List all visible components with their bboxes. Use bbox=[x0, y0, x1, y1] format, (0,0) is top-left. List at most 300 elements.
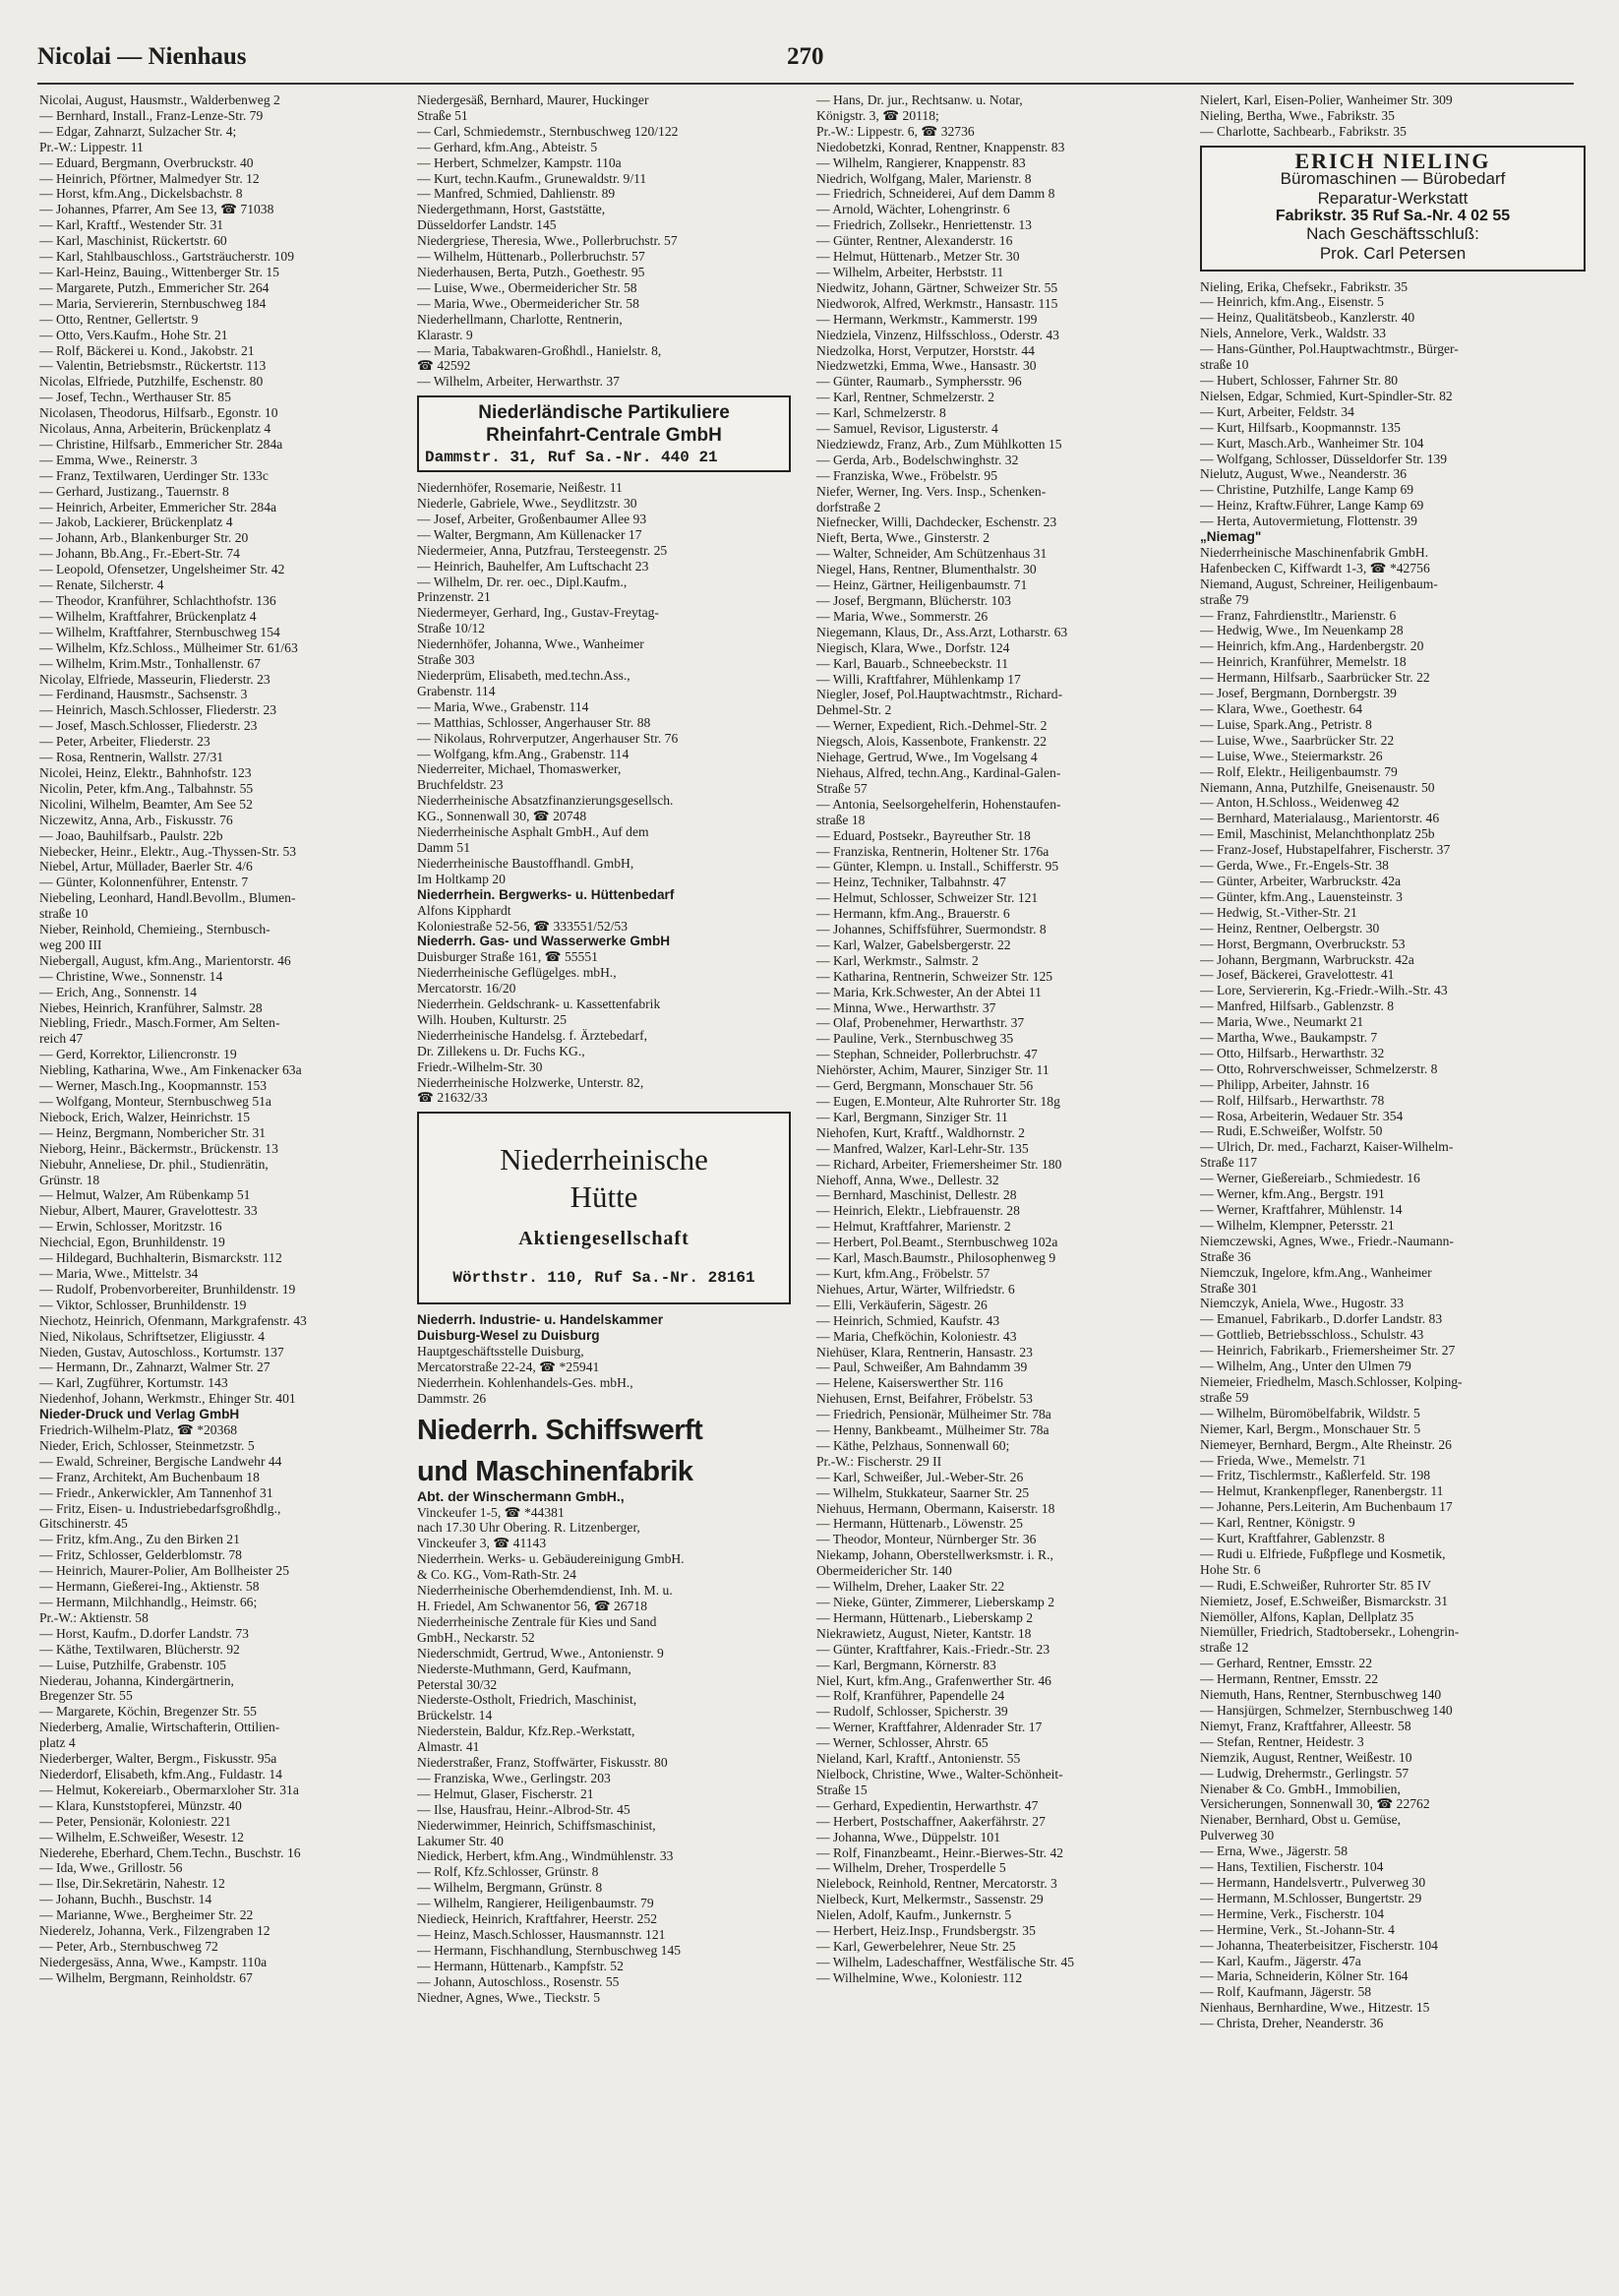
directory-entry: — Franziska, Wwe., Gerlingstr. 203 bbox=[417, 1770, 611, 1785]
directory-entry: — Karl, Bauarb., Schneebeckstr. 11 bbox=[816, 655, 1009, 671]
directory-entry: Pulverweg 30 bbox=[1200, 1828, 1275, 1843]
directory-entry: Niederrheinische Absatzfinanzierungsgesellsch. bbox=[417, 793, 674, 809]
directory-entry: — Ilse, Hausfrau, Heinr.-Albrod-Str. 45 bbox=[417, 1801, 630, 1817]
directory-entry: — Klara, Wwe., Goethestr. 64 bbox=[1200, 701, 1363, 716]
directory-entry: Dammstr. 26 bbox=[417, 1390, 487, 1406]
directory-entry: — Fritz, kfm.Ang., Zu den Birken 21 bbox=[39, 1532, 240, 1547]
directory-entry: GmbH., Neckarstr. 52 bbox=[417, 1629, 535, 1645]
directory-entry: Niederwimmer, Heinrich, Schiffsmaschinist, bbox=[417, 1817, 656, 1833]
directory-entry: — Karl, Stahlbauschloss., Gartsträucherstr. 109 bbox=[39, 249, 294, 265]
directory-entry: — Ulrich, Dr. med., Facharzt, Kaiser-Wilhelm- bbox=[1200, 1139, 1454, 1155]
directory-entry: Niedieck, Heinrich, Kraftfahrer, Heerstr. 252 bbox=[417, 1911, 658, 1927]
directory-entry: — Wolfgang, kfm.Ang., Grabenstr. 114 bbox=[417, 746, 630, 761]
directory-entry: — Hermine, Verk., Fischerstr. 104 bbox=[1200, 1905, 1385, 1921]
ad-nieling-line5: Nach Geschäftsschluß: bbox=[1306, 223, 1479, 243]
directory-entry: Lakumer Str. 40 bbox=[417, 1833, 504, 1848]
directory-entry: Niczewitz, Anna, Arb., Fiskusstr. 76 bbox=[39, 812, 233, 827]
directory-entry: — Jakob, Lackierer, Brückenplatz 4 bbox=[39, 514, 233, 530]
directory-entry: Niederrheinische Oberhemdendienst, Inh. M. u. bbox=[417, 1583, 673, 1599]
directory-entry: — Kurt, Masch.Arb., Wanheimer Str. 104 bbox=[1200, 435, 1424, 451]
directory-entry: — Heinrich, Bauhelfer, Am Luftschacht 23 bbox=[417, 558, 649, 574]
directory-entry: — Werner, Expedient, Rich.-Dehmel-Str. 2 bbox=[816, 718, 1048, 734]
directory-entry: Niederrhein. Geldschrank- u. Kassettenfabrik bbox=[417, 997, 661, 1012]
directory-entry: — Gerd, Bergmann, Monschauer Str. 56 bbox=[816, 1078, 1034, 1094]
directory-entry: — Günter, Raumarb., Symphersstr. 96 bbox=[816, 374, 1022, 390]
directory-entry: Niehaus, Alfred, techn.Ang., Kardinal-Galen- bbox=[816, 764, 1061, 780]
directory-entry: — Friedr., Ankerwickler, Am Tannenhof 31 bbox=[39, 1484, 273, 1500]
directory-entry: Almastr. 41 bbox=[417, 1739, 480, 1755]
directory-entry: — Helmut, Schlosser, Schweizer Str. 121 bbox=[816, 890, 1039, 906]
directory-entry: Nieber, Reinhold, Chemieing., Sternbusch- bbox=[39, 922, 270, 937]
directory-entry: Niedermeier, Anna, Putzfrau, Tersteegenstr. 25 bbox=[417, 542, 668, 558]
directory-entry: Nieborg, Heinr., Bäckermstr., Brückenstr. 13 bbox=[39, 1140, 278, 1156]
directory-entry: — Johann, Arb., Blankenburger Str. 20 bbox=[39, 530, 249, 546]
directory-entry: — Martha, Wwe., Baukampstr. 7 bbox=[1200, 1030, 1378, 1046]
directory-entry: Königstr. 3, ☎ 20118; bbox=[816, 107, 939, 123]
directory-entry: — Werner, Kraftfahrer, Aldenrader Str. 17 bbox=[816, 1720, 1043, 1735]
directory-entry: Nicolai, August, Hausmstr., Walderbenweg 2 bbox=[39, 92, 280, 107]
directory-entry: — Theodor, Monteur, Nürnberger Str. 36 bbox=[816, 1532, 1037, 1547]
directory-entry: Niekrawietz, August, Nieter, Kantstr. 18 bbox=[816, 1625, 1032, 1641]
directory-entry: — Frieda, Wwe., Memelstr. 71 bbox=[1200, 1452, 1366, 1468]
directory-entry: Düsseldorfer Landstr. 145 bbox=[417, 217, 557, 233]
directory-entry: — Heinrich, kfm.Ang., Eisenstr. 5 bbox=[1200, 294, 1384, 310]
directory-entry: straße 10 bbox=[1200, 357, 1249, 373]
directory-entry: Dr. Zillekens u. Dr. Fuchs KG., bbox=[417, 1043, 585, 1058]
directory-entry: Niemeyer, Bernhard, Bergm., Alte Rheinstr. 26 bbox=[1200, 1436, 1452, 1452]
directory-entry: Nicolini, Wilhelm, Beamter, Am See 52 bbox=[39, 796, 253, 812]
directory-entry: Niederrh. Gas- und Wasserwerke GmbH bbox=[417, 934, 671, 949]
directory-entry: — Rolf, Kaufmann, Jägerstr. 58 bbox=[1200, 1984, 1372, 2000]
directory-entry: Niebeling, Leonhard, Handl.Bevollm., Blumen- bbox=[39, 890, 296, 906]
directory-entry: Niemzik, August, Rentner, Weißestr. 10 bbox=[1200, 1749, 1412, 1765]
directory-entry: — Heinz, Qualitätsbeob., Kanzlerstr. 40 bbox=[1200, 310, 1415, 326]
directory-entry: — Wilhelm, Rangierer, Heiligenbaumstr. 79 bbox=[417, 1896, 654, 1911]
entries-col2-c bbox=[417, 1312, 791, 1406]
directory-entry: Straße 51 bbox=[417, 107, 468, 123]
directory-entry: — Josef, Masch.Schlosser, Fliederstr. 23 bbox=[39, 718, 258, 734]
directory-entry: — Maria, Krk.Schwester, An der Abtei 11 bbox=[816, 984, 1042, 999]
directory-entry: — Peter, Pensionär, Koloniestr. 221 bbox=[39, 1813, 231, 1829]
directory-entry: — Gerhard, Expedientin, Herwarthstr. 47 bbox=[816, 1797, 1039, 1813]
directory-entry: — Günter, Kraftfahrer, Kais.-Friedr.-Str. 23 bbox=[816, 1641, 1050, 1657]
ad-schiffswerft-line2: und Maschinenfabrik bbox=[417, 1455, 693, 1487]
directory-entry: — Johanna, Wwe., Düppelstr. 101 bbox=[816, 1829, 1001, 1844]
directory-entry: — Samuel, Revisor, Ligusterstr. 4 bbox=[816, 421, 998, 437]
directory-entry: — Herbert, Pol.Beamt., Sternbuschweg 102a bbox=[816, 1235, 1058, 1250]
directory-entry: — Wolfgang, Schlosser, Düsseldorfer Str. 139 bbox=[1200, 451, 1448, 466]
directory-entry: Vinckeufer 3, ☎ 41143 bbox=[417, 1536, 547, 1551]
directory-entry: — Fritz, Eisen- u. Industriebedarfsgroßhdlg., bbox=[39, 1500, 281, 1516]
directory-entry: — Kurt, Hilfsarb., Koopmannstr. 135 bbox=[1200, 419, 1401, 435]
directory-entry: Bruchfeldstr. 23 bbox=[417, 777, 504, 793]
directory-entry: — Antonia, Seelsorgehelferin, Hohenstaufen- bbox=[816, 796, 1061, 812]
directory-entry: — Walter, Bergmann, Am Küllenacker 17 bbox=[417, 526, 642, 542]
directory-entry: — Johannes, Schiffsführer, Suermondstr. 8 bbox=[816, 922, 1047, 937]
directory-entry: — Charlotte, Sachbearb., Fabrikstr. 35 bbox=[1200, 123, 1407, 139]
directory-entry: — Otto, Hilfsarb., Herwarthstr. 32 bbox=[1200, 1045, 1385, 1060]
directory-entry: — Gerda, Arb., Bodelschwinghstr. 32 bbox=[816, 452, 1019, 467]
directory-entry: — Willi, Kraftfahrer, Mühlenkamp 17 bbox=[816, 671, 1021, 687]
directory-entry: — Wilhelm, Rangierer, Knappenstr. 83 bbox=[816, 154, 1026, 170]
directory-entry: — Karl, Bergmann, Körnerstr. 83 bbox=[816, 1657, 996, 1672]
directory-entry: — Helmut, Kraftfahrer, Marienstr. 2 bbox=[816, 1219, 1011, 1235]
directory-entry: Hohe Str. 6 bbox=[1200, 1561, 1261, 1577]
directory-entry: ☎ 21632/33 bbox=[417, 1090, 488, 1106]
directory-entry: Niehuus, Hermann, Obermann, Kaiserstr. 18 bbox=[816, 1500, 1055, 1516]
directory-entry: Nicolasen, Theodorus, Hilfsarb., Egonstr. 10 bbox=[39, 405, 278, 421]
directory-entry: — Hans, Dr. jur., Rechtsanw. u. Notar, bbox=[816, 92, 1023, 107]
directory-entry: — Olaf, Probenehmer, Herwarthstr. 37 bbox=[816, 1015, 1025, 1031]
directory-entry: KG., Sonnenwall 30, ☎ 20748 bbox=[417, 809, 587, 824]
directory-entry: Niemer, Karl, Bergm., Monschauer Str. 5 bbox=[1200, 1420, 1421, 1436]
directory-entry: Niemeier, Friedhelm, Masch.Schlosser, Kolping- bbox=[1200, 1373, 1463, 1389]
directory-entry: — Wilhelm, Ang., Unter den Ulmen 79 bbox=[1200, 1359, 1411, 1374]
ad-partikuliere-line1: Niederländische Partikuliere bbox=[478, 402, 730, 424]
directory-entry: — Kurt, kfm.Ang., Fröbelstr. 57 bbox=[816, 1265, 990, 1281]
directory-entry: — Fritz, Tischlermstr., Kaßlerfeld. Str. 198 bbox=[1200, 1468, 1431, 1483]
directory-entry: — Christine, Wwe., Sonnenstr. 14 bbox=[39, 968, 223, 984]
directory-entry: — Helene, Kaiserswerther Str. 116 bbox=[816, 1375, 1003, 1391]
directory-entry: — Hedwig, Wwe., Im Neuenkamp 28 bbox=[1200, 623, 1404, 638]
directory-entry: — Kurt, techn.Kaufm., Grunewaldstr. 9/11 bbox=[417, 170, 647, 186]
directory-entry: Niederrheinische Maschinenfabrik GmbH. bbox=[1200, 544, 1429, 560]
directory-entry: Pr.-W.: Fischerstr. 29 II bbox=[816, 1453, 942, 1469]
directory-entry: — Otto, Vers.Kaufm., Hohe Str. 21 bbox=[39, 327, 228, 342]
directory-entry: — Henny, Bankbeamt., Mülheimer Str. 78a bbox=[816, 1422, 1049, 1438]
entries-col4-a bbox=[1200, 92, 1586, 140]
directory-entry: — Hermann, Hüttenarb., Löwenstr. 25 bbox=[816, 1516, 1023, 1532]
directory-entry: Hauptgeschäftsstelle Duisburg, bbox=[417, 1344, 584, 1359]
directory-entry: — Heinrich, Elektr., Liebfrauenstr. 28 bbox=[816, 1203, 1020, 1219]
directory-entry: — Wilhelm, Ladeschaffner, Westfälische Str. 45 bbox=[816, 1954, 1075, 1969]
directory-entry: — Rolf, Elektr., Heiligenbaumstr. 79 bbox=[1200, 763, 1398, 779]
directory-entry: Straße 301 bbox=[1200, 1280, 1258, 1296]
directory-entry: — Wilhelm, Dreher, Trosperdelle 5 bbox=[816, 1860, 1006, 1876]
directory-entry: Niedick, Herbert, kfm.Ang., Windmühlenstr. 33 bbox=[417, 1848, 674, 1864]
directory-entry: — Fritz, Schlosser, Gelderblomstr. 78 bbox=[39, 1547, 242, 1563]
directory-entry: — Johannes, Pfarrer, Am See 13, ☎ 71038 bbox=[39, 202, 274, 217]
directory-entry: — Manfred, Hilfsarb., Gablenzstr. 8 bbox=[1200, 998, 1395, 1014]
directory-entry: straße 18 bbox=[816, 812, 866, 827]
directory-entry: — Heinrich, Kranführer, Memelstr. 18 bbox=[1200, 654, 1407, 670]
directory-entry: — Otto, Rohrverschweisser, Schmelzerstr. 8 bbox=[1200, 1060, 1438, 1076]
directory-entry: Bregenzer Str. 55 bbox=[39, 1688, 133, 1704]
directory-entry: — Johanna, Theaterbeisitzer, Fischerstr. 104 bbox=[1200, 1937, 1438, 1953]
directory-entry: — Rudi u. Elfriede, Fußpflege und Kosmetik, bbox=[1200, 1545, 1446, 1561]
directory-entry: — Philipp, Arbeiter, Jahnstr. 16 bbox=[1200, 1076, 1370, 1092]
directory-entry: — Herbert, Schmelzer, Kampstr. 110a bbox=[417, 154, 622, 170]
ad-nieling-line3: Reparatur-Werkstatt bbox=[1317, 188, 1469, 208]
directory-entry: Niedziela, Vinzenz, Hilfsschloss., Oderstr. 43 bbox=[816, 327, 1059, 342]
directory-entry: Niedobetzki, Konrad, Rentner, Knappenstr. 83 bbox=[816, 139, 1065, 154]
header-rule bbox=[37, 83, 1574, 85]
directory-entry: Niederberger, Walter, Bergm., Fiskusstr. 95a bbox=[39, 1751, 277, 1767]
directory-entry: — Maria, Schneiderin, Kölner Str. 164 bbox=[1200, 1968, 1409, 1984]
directory-entry: Obermeidericher Str. 140 bbox=[816, 1563, 952, 1579]
directory-entry: — Heinrich, Fabrikarb., Friemersheimer Str. 27 bbox=[1200, 1343, 1456, 1359]
directory-entry: — Heinrich, Schmied, Kaufstr. 43 bbox=[816, 1312, 1000, 1328]
directory-entry: Straße 117 bbox=[1200, 1155, 1258, 1171]
directory-entry: Niel, Kurt, kfm.Ang., Grafenwerther Str. 46 bbox=[816, 1672, 1051, 1688]
directory-entry: — Manfred, Walzer, Karl-Lehr-Str. 135 bbox=[816, 1140, 1029, 1156]
directory-entry: Versicherungen, Sonnenwall 30, ☎ 22762 bbox=[1200, 1796, 1430, 1812]
directory-entry: — Werner, kfm.Ang., Bergstr. 191 bbox=[1200, 1186, 1385, 1202]
directory-entry: — Heinz, Rentner, Oelbergstr. 30 bbox=[1200, 920, 1380, 936]
directory-entry: Nienaber, Bernhard, Obst u. Gemüse, bbox=[1200, 1812, 1402, 1828]
directory-entry: — Maria, Wwe., Neumarkt 21 bbox=[1200, 1014, 1364, 1030]
directory-entry: Niebuhr, Anneliese, Dr. phil., Studienrätin, bbox=[39, 1156, 269, 1172]
directory-entry: Niederdorf, Elisabeth, kfm.Ang., Fuldastr. 14 bbox=[39, 1766, 282, 1782]
directory-entry: Niedner, Agnes, Wwe., Tieckstr. 5 bbox=[417, 1989, 601, 2005]
directory-entry: — Eduard, Bergmann, Overbruckstr. 40 bbox=[39, 154, 254, 170]
directory-entry: — Werner, Kraftfahrer, Mühlenstr. 14 bbox=[1200, 1202, 1403, 1217]
directory-entry: Nieder-Druck und Verlag GmbH bbox=[39, 1407, 240, 1422]
entries-col1 bbox=[39, 92, 401, 1986]
directory-entry: — Luise, Wwe., Obermeidericher Str. 58 bbox=[417, 279, 637, 295]
directory-entry: — Luise, Wwe., Steiermarkstr. 26 bbox=[1200, 748, 1383, 763]
directory-entry: — Wolfgang, Monteur, Sternbuschweg 51a bbox=[39, 1094, 271, 1109]
directory-entry: Nielbock, Christine, Wwe., Walter-Schönheit- bbox=[816, 1766, 1063, 1782]
directory-entry: Niehofen, Kurt, Kraftf., Waldhornstr. 2 bbox=[816, 1124, 1025, 1140]
directory-entry: — Wilhelm, Kfz.Schloss., Mülheimer Str. 61/63 bbox=[39, 639, 298, 655]
column-4 bbox=[1200, 92, 1586, 2286]
directory-entry: — Hermann, Gießerei-Ing., Aktienstr. 58 bbox=[39, 1579, 260, 1595]
directory-entry: — Wilhelm, Arbeiter, Herwarthstr. 37 bbox=[417, 374, 620, 390]
directory-entry: — Josef, Techn., Werthauser Str. 85 bbox=[39, 390, 231, 405]
directory-entry: Straße 303 bbox=[417, 652, 475, 668]
directory-entry: Nicolin, Peter, kfm.Ang., Talbahnstr. 55 bbox=[39, 780, 254, 796]
directory-entry: — Johann, Bergmann, Warbruckstr. 42a bbox=[1200, 951, 1414, 967]
directory-entry: — Helmut, Glaser, Fischerstr. 21 bbox=[417, 1785, 594, 1801]
directory-entry: Klarastr. 9 bbox=[417, 327, 473, 342]
directory-entry: Niebling, Katharina, Wwe., Am Finkenacker 63a bbox=[39, 1062, 302, 1078]
directory-entry: — Emil, Maschinist, Melanchthonplatz 25b bbox=[1200, 826, 1435, 842]
directory-entry: straße 79 bbox=[1200, 591, 1249, 607]
directory-entry: Grabenstr. 114 bbox=[417, 683, 496, 698]
directory-entry: — Klara, Kunststopferei, Münzstr. 40 bbox=[39, 1797, 242, 1813]
directory-entry: Alfons Kipphardt bbox=[417, 902, 511, 918]
directory-entry: — Luise, Wwe., Saarbrücker Str. 22 bbox=[1200, 732, 1395, 748]
directory-entry: — Margarete, Köchin, Bregenzer Str. 55 bbox=[39, 1704, 257, 1720]
directory-entry: — Heinz, Kraftw.Führer, Lange Kamp 69 bbox=[1200, 498, 1424, 514]
directory-entry: Niemann, Anna, Putzhilfe, Gneisenaustr. 50 bbox=[1200, 779, 1435, 795]
directory-entry: Nielebock, Reinhold, Rentner, Mercatorstr. 3 bbox=[816, 1876, 1057, 1892]
directory-entry: Niehoff, Anna, Wwe., Dellestr. 32 bbox=[816, 1172, 999, 1187]
directory-entry: — Theodor, Kranführer, Schlachthofstr. 136 bbox=[39, 593, 276, 608]
ad-schiffswerft-line3: Abt. der Winschermann GmbH., bbox=[417, 1487, 625, 1504]
directory-entry: — Valentin, Betriebsmstr., Rückertstr. 113 bbox=[39, 358, 267, 374]
directory-entry: Nicolas, Elfriede, Putzhilfe, Eschenstr. 80 bbox=[39, 374, 264, 390]
directory-entry: — Emma, Wwe., Reinerstr. 3 bbox=[39, 452, 198, 467]
directory-entry: — Heinrich, Masch.Schlosser, Fliederstr. 23 bbox=[39, 702, 277, 718]
directory-entry: Niedergesäß, Bernhard, Maurer, Huckinger bbox=[417, 92, 649, 107]
directory-entry: — Renate, Silcherstr. 4 bbox=[39, 577, 164, 593]
directory-entry: — Helmut, Walzer, Am Rübenkamp 51 bbox=[39, 1187, 251, 1203]
directory-entry: — Kurt, Arbeiter, Feldstr. 34 bbox=[1200, 403, 1354, 419]
directory-entry: — Wilhelm, Hüttenarb., Pollerbruchstr. 57 bbox=[417, 249, 645, 265]
directory-entry: — Karl, Rentner, Königstr. 9 bbox=[1200, 1515, 1355, 1531]
directory-entry: — Manfred, Schmied, Dahlienstr. 89 bbox=[417, 186, 616, 202]
directory-entry: Niederprüm, Elisabeth, med.techn.Ass., bbox=[417, 668, 630, 683]
directory-entry: — Friedrich, Pensionär, Mülheimer Str. 78a bbox=[816, 1407, 1051, 1422]
directory-entry: Grünstr. 18 bbox=[39, 1172, 100, 1187]
directory-entry: Niedrich, Wolfgang, Maler, Marienstr. 8 bbox=[816, 170, 1032, 186]
directory-entry: Nienaber & Co. GmbH., Immobilien, bbox=[1200, 1781, 1401, 1796]
directory-entry: — Karl, Rentner, Schmelzerstr. 2 bbox=[816, 390, 995, 405]
directory-entry: — Günter, Klempn. u. Install., Schifferstr. 95 bbox=[816, 859, 1059, 875]
directory-entry: — Walter, Schneider, Am Schützenhaus 31 bbox=[816, 546, 1048, 562]
directory-entry: — Ida, Wwe., Grillostr. 56 bbox=[39, 1860, 183, 1876]
directory-entry: — Helmut, Kokereiarb., Obermarxloher Str. 31a bbox=[39, 1782, 299, 1797]
directory-entry: — Franz, Architekt, Am Buchenbaum 18 bbox=[39, 1469, 260, 1484]
directory-entry: Niederehe, Eberhard, Chem.Techn., Buschstr. 16 bbox=[39, 1844, 301, 1860]
directory-entry: — Johann, Buchh., Buschstr. 14 bbox=[39, 1892, 212, 1907]
ad-huette-line2: Hütte bbox=[570, 1179, 638, 1215]
directory-entry: — Maria, Wwe., Sommerstr. 26 bbox=[816, 608, 989, 624]
directory-entry: — Marianne, Wwe., Bergheimer Str. 22 bbox=[39, 1907, 254, 1923]
directory-entry: Straße 10/12 bbox=[417, 621, 486, 636]
directory-entry: Niederstein, Baldur, Kfz.Rep.-Werkstatt, bbox=[417, 1723, 635, 1739]
directory-entry: — Karl, Schweißer, Jul.-Weber-Str. 26 bbox=[816, 1469, 1024, 1484]
directory-entry: — Bernhard, Maschinist, Dellestr. 28 bbox=[816, 1187, 1017, 1203]
directory-entry: — Heinrich, Pförtner, Malmedyer Str. 12 bbox=[39, 170, 260, 186]
directory-entry: Damm 51 bbox=[417, 839, 470, 855]
directory-entry: — Werner, Masch.Ing., Koopmannstr. 153 bbox=[39, 1078, 268, 1094]
directory-entry: „Niemag" bbox=[1200, 529, 1262, 545]
directory-entry: Niemuth, Hans, Rentner, Sternbuschweg 140 bbox=[1200, 1687, 1442, 1703]
directory-entry: Niemand, August, Schreiner, Heiligenbaum- bbox=[1200, 575, 1438, 591]
directory-entry: — Matthias, Schlosser, Angerhauser Str. 88 bbox=[417, 714, 651, 730]
directory-entry: — Ilse, Dir.Sekretärin, Nahestr. 12 bbox=[39, 1876, 225, 1892]
ad-schiffswerft bbox=[417, 1413, 791, 1505]
directory-entry: — Karl, Gewerbelehrer, Neue Str. 25 bbox=[816, 1938, 1016, 1954]
directory-entry: Pr.-W.: Aktienstr. 58 bbox=[39, 1609, 149, 1625]
directory-entry: — Heinz, Bergmann, Nombericher Str. 31 bbox=[39, 1124, 267, 1140]
directory-entry: — Arnold, Wächter, Lohengrinstr. 6 bbox=[816, 202, 1010, 217]
directory-entry: — Herta, Autovermietung, Flottenstr. 39 bbox=[1200, 514, 1417, 529]
directory-entry: Niedzwetzki, Emma, Wwe., Hansastr. 30 bbox=[816, 358, 1037, 374]
directory-entry: Niegsch, Alois, Kassenbote, Frankenstr. 22 bbox=[816, 734, 1048, 750]
directory-entry: — Rudolf, Schlosser, Spicherstr. 39 bbox=[816, 1704, 1008, 1720]
directory-entry: — Hansjürgen, Schmelzer, Sternbuschweg 140 bbox=[1200, 1703, 1453, 1718]
directory-entry: — Rudolf, Probenvorbereiter, Brunhildenstr. 19 bbox=[39, 1281, 296, 1297]
directory-entry: — Erna, Wwe., Jägerstr. 58 bbox=[1200, 1843, 1348, 1859]
directory-entry: — Leopold, Ofensetzer, Ungelsheimer Str. 42 bbox=[39, 562, 285, 577]
directory-entry: Nieling, Erika, Chefsekr., Fabrikstr. 35 bbox=[1200, 278, 1409, 294]
directory-entry: Niebling, Friedr., Masch.Former, Am Selten- bbox=[39, 1015, 280, 1031]
directory-entry: Niederste-Muthmann, Gerd, Kaufmann, bbox=[417, 1661, 631, 1676]
directory-entry: — Stephan, Schneider, Pollerbruchstr. 47 bbox=[816, 1047, 1038, 1062]
directory-entry: Nieden, Gustav, Autoschloss., Kortumstr. 137 bbox=[39, 1344, 284, 1359]
directory-entry: Niederrheinische Baustoffhandl. GmbH, bbox=[417, 855, 634, 871]
ad-nieling-line1: ERICH NIELING bbox=[1294, 148, 1491, 173]
directory-entry: — Helmut, Krankenpfleger, Ranenbergstr. 11 bbox=[1200, 1483, 1444, 1499]
directory-entry: — Maria, Chefköchin, Koloniestr. 43 bbox=[816, 1328, 1017, 1344]
directory-entry: Niederrheinische Geflügelges. mbH., bbox=[417, 965, 617, 981]
directory-entry: — Josef, Bergmann, Dornbergstr. 39 bbox=[1200, 686, 1397, 701]
directory-entry: Niederau, Johanna, Kindergärtnerin, bbox=[39, 1672, 234, 1688]
directory-entry: Niederrhein. Bergwerks- u. Hüttenbedarf bbox=[417, 886, 675, 902]
directory-entry: — Maria, Serviererin, Sternbuschweg 184 bbox=[39, 295, 267, 311]
directory-entry: — Hermann, M.Schlosser, Bungertstr. 29 bbox=[1200, 1890, 1422, 1905]
directory-entry: — Wilhelmine, Wwe., Koloniestr. 112 bbox=[816, 1969, 1023, 1985]
directory-entry: Duisburger Straße 161, ☎ 55551 bbox=[417, 949, 598, 965]
directory-entry: — Elli, Verkäuferin, Sägestr. 26 bbox=[816, 1297, 988, 1312]
directory-entry: — Hermann, Rentner, Emsstr. 22 bbox=[1200, 1671, 1379, 1687]
directory-entry: — Hermann, Hüttenarb., Kampfstr. 52 bbox=[417, 1958, 624, 1973]
directory-entry: Nieland, Karl, Kraftf., Antonienstr. 55 bbox=[816, 1751, 1021, 1767]
directory-entry: Friedrich-Wilhelm-Platz, ☎ *20368 bbox=[39, 1422, 237, 1438]
directory-entry: — Friedrich, Schneiderei, Auf dem Damm 8 bbox=[816, 186, 1055, 202]
directory-entry: Niedernhöfer, Johanna, Wwe., Wanheimer bbox=[417, 636, 644, 652]
directory-entry: — Hubert, Schlosser, Fahrner Str. 80 bbox=[1200, 372, 1399, 388]
directory-entry: Niederrheinische Asphalt GmbH., Auf dem bbox=[417, 824, 649, 840]
directory-entry: Nienhaus, Bernhardine, Wwe., Hitzestr. 15 bbox=[1200, 2000, 1430, 2016]
directory-entry: straße 59 bbox=[1200, 1389, 1249, 1405]
directory-entry: — Eduard, Postsekr., Bayreuther Str. 18 bbox=[816, 827, 1031, 843]
directory-entry: Straße 57 bbox=[816, 780, 868, 796]
directory-entry: — Günter, kfm.Ang., Lauensteinstr. 3 bbox=[1200, 888, 1403, 904]
directory-entry: — Rosa, Arbeiterin, Wedauer Str. 354 bbox=[1200, 1108, 1404, 1123]
directory-entry: — Hermann, Dr., Zahnarzt, Walmer Str. 27 bbox=[39, 1359, 270, 1375]
directory-entry: Nicolaus, Anna, Arbeiterin, Brückenplatz 4 bbox=[39, 421, 271, 437]
directory-entry: Im Holtkamp 20 bbox=[417, 871, 506, 886]
directory-entry: — Hermann, Hüttenarb., Lieberskamp 2 bbox=[816, 1609, 1034, 1625]
directory-entry: reich 47 bbox=[39, 1031, 84, 1047]
directory-entry: — Wilhelm, Büromöbelfabrik, Wildstr. 5 bbox=[1200, 1405, 1420, 1420]
directory-entry: — Rolf, Kranführer, Papendelle 24 bbox=[816, 1688, 1005, 1704]
directory-entry: — Emanuel, Fabrikarb., D.dorfer Landstr. 83 bbox=[1200, 1311, 1443, 1327]
directory-entry: Niechcial, Egon, Brunhildenstr. 19 bbox=[39, 1235, 225, 1250]
directory-entry: — Karl, Masch.Baumstr., Philosophenweg 9 bbox=[816, 1250, 1056, 1266]
directory-entry: Niemczuk, Ingelore, kfm.Ang., Wanheimer bbox=[1200, 1264, 1432, 1280]
directory-entry: Nieft, Berta, Wwe., Ginsterstr. 2 bbox=[816, 530, 990, 546]
directory-entry: straße 10 bbox=[39, 906, 89, 922]
directory-entry: Nied, Nikolaus, Schriftsetzer, Eligiusstr. 4 bbox=[39, 1328, 266, 1344]
directory-entry: — Gerhard, Justizang., Tauernstr. 8 bbox=[39, 483, 229, 499]
directory-entry: — Franz-Josef, Hubstapelfahrer, Fischerstr. 37 bbox=[1200, 842, 1451, 858]
directory-entry: — Johann, Bb.Ang., Fr.-Ebert-Str. 74 bbox=[39, 546, 240, 562]
directory-entry: — Katharina, Rentnerin, Schweizer Str. 125 bbox=[816, 968, 1053, 984]
directory-entry: Niekamp, Johann, Oberstellwerksmstr. i. R., bbox=[816, 1547, 1053, 1563]
directory-entry: — Edgar, Zahnarzt, Sulzacher Str. 4; bbox=[39, 123, 237, 139]
directory-entry: — Hermann, kfm.Ang., Brauerstr. 6 bbox=[816, 906, 1010, 922]
directory-entry: Niederschmidt, Gertrud, Wwe., Antonienstr. 9 bbox=[417, 1645, 664, 1661]
directory-entry: Niedzolka, Horst, Verputzer, Horststr. 44 bbox=[816, 342, 1035, 358]
directory-entry: — Rolf, Hilfsarb., Herwarthstr. 78 bbox=[1200, 1092, 1385, 1108]
directory-entry: — Franz, Textilwaren, Uerdinger Str. 133c bbox=[39, 467, 269, 483]
page-number: 270 bbox=[787, 43, 824, 70]
directory-entry: — Heinrich, Arbeiter, Emmericher Str. 284a bbox=[39, 499, 277, 514]
directory-entry: Niels, Annelore, Verk., Waldstr. 33 bbox=[1200, 326, 1387, 341]
directory-entry: — Johann, Autoschloss., Rosenstr. 55 bbox=[417, 1973, 620, 1989]
directory-entry: Niedergesäss, Anna, Wwe., Kampstr. 110a bbox=[39, 1954, 268, 1969]
directory-entry: — Günter, Arbeiter, Warbruckstr. 42a bbox=[1200, 873, 1402, 888]
directory-entry: Niebock, Erich, Walzer, Heinrichstr. 15 bbox=[39, 1109, 251, 1124]
directory-entry: — Paul, Schweißer, Am Bahndamm 39 bbox=[816, 1359, 1028, 1375]
directory-entry: — Bernhard, Install., Franz-Lenze-Str. 79 bbox=[39, 107, 264, 123]
entries-col2-b bbox=[417, 480, 791, 1106]
directory-entry: Niederstraßer, Franz, Stoffwärter, Fiskusstr. 80 bbox=[417, 1755, 668, 1771]
directory-entry: — Werner, Schlosser, Ahrstr. 65 bbox=[816, 1735, 989, 1751]
directory-entry: — Hermann, Milchhandlg., Heimstr. 66; bbox=[39, 1595, 258, 1609]
directory-entry: Niedwitz, Johann, Gärtner, Schweizer Str. 55 bbox=[816, 279, 1058, 295]
directory-entry: Niemüller, Friedrich, Stadtobersekr., Lohengrin- bbox=[1200, 1624, 1460, 1640]
directory-entry: — Friedrich, Zollsekr., Henriettenstr. 13 bbox=[816, 217, 1032, 233]
directory-entry: — Karl, Walzer, Gabelsbergerstr. 22 bbox=[816, 937, 1011, 952]
directory-entry: — Viktor, Schlosser, Brunhildenstr. 19 bbox=[39, 1297, 247, 1312]
